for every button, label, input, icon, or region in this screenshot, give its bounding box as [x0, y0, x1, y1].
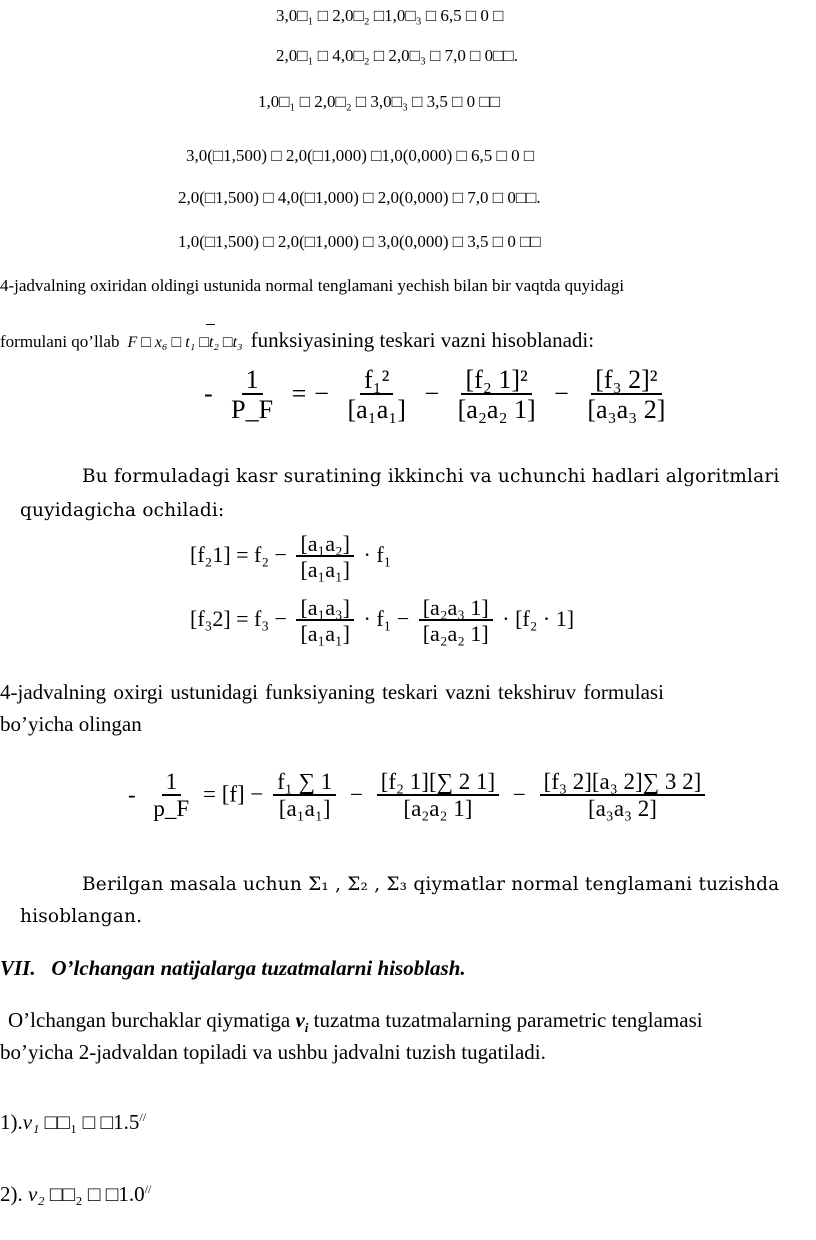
equation-4: 3,0(□1,500) □ 2,0(□1,000) □1,0(0,000) □ 6,5 □ 0 □	[186, 146, 535, 165]
paragraph-3-text-a: O’lchangan burchaklar qiymatiga	[8, 1008, 291, 1032]
formula-inverse-weight: - $\frac{1}{P\_F}$ = − $\frac{\text{f₁²}}{\text{[a₁a₁]}}$ − $\frac{\text{[f₂ 1]²}}{\text{[a₂a₂ 1]}}$ − $\frac{\text{[f₃ 2]²}}{\text{[a₃a₃ 2]}}$	[200, 366, 673, 425]
paragraph-3-var-v: v	[295, 1008, 305, 1032]
equation-5: 2,0(□1,500) □ 4,0(□1,000) □ 2,0(0,000) □ 7,0 □ 0□□.	[178, 188, 541, 207]
fraction-check-lhs: $\frac{1}{p\_F}$	[153, 769, 190, 822]
equation-6: 1,0(□1,500) □ 2,0(□1,000) □ 3,0(0,000) □ 3,5 □ 0 □□	[178, 232, 541, 251]
paragraph-3-line-2: bo’yicha 2-jadvaldan topiladi va ushbu jadvalni tuzish tugatiladi.	[0, 1040, 546, 1064]
list-item-1-sup: //	[139, 1110, 147, 1124]
paragraph-1-line-1: 4-jadvalning oxiridan oldingi ustunida normal tenglamani yechish bilan bir vaqtda quyidagi	[0, 276, 625, 295]
fraction-f2: $\frac{\text{[a₁a₂]}}{\text{[a₁a₁]}}$	[296, 532, 354, 582]
fraction-check-term-2: $\frac{\text{[f₂ 1][∑ 2 1]}}{\text{[a₂a₂ 1]}}$	[377, 770, 499, 823]
list-item-2	[0, 1182, 151, 1207]
formula-check-inverse-weight: - $\frac{1}{p\_F}$ = [f] − $\frac{\text{f₁ ∑ 1}}{\text{[a₁a₁]}}$ − $\frac{\text{[f₂ 1][∑ 2 1]}}{\text{[a₂a₂ 1]}}$ − $\frac{\text{[f₃ 2][a₃ 2]∑ 3 2]}}{\text{[a₃a₃ 2]}}$	[124, 770, 709, 823]
equation-3: 1,0□₁ □ 2,0□₂ □ 3,0□₃ □ 3,5 □ 0 □□	[258, 92, 500, 111]
paragraph-3-var-i: i	[304, 1020, 309, 1036]
paragraph-2-line-2: bo’yicha olingan	[0, 712, 142, 736]
fraction-term-2: $\frac{\text{[f₂ 1]²}}{\text{[a₂a₂ 1]}}$	[457, 365, 536, 425]
formula-f3-2: [f₃2] = f₃ − $\frac{\text{[a₁a₃]}}{\text{[a₁a₁]}}$ · f₁ − $\frac{\text{[a₂a₃ 1]}}{\text{[a₂a₂ 1]}}$ · [f₂ · 1]	[190, 595, 575, 647]
list-item-2-var: v₂	[28, 1182, 45, 1206]
section-heading: VII. O’lchangan natijalarga tuzatmalarni hisoblash.	[0, 956, 466, 980]
equation-1: 3,0□₁ □ 2,0□₂ □1,0□₃ □ 6,5 □ 0 □	[276, 6, 504, 25]
paragraph-3-line-1	[8, 1008, 703, 1037]
list-item-1-rest: □□₁ □ □1.5	[44, 1110, 140, 1134]
fraction-check-term-3: $\frac{\text{[f₃ 2][a₃ 2]∑ 3 2]}}{\text{[a₃a₃ 2]}}$	[540, 770, 706, 823]
fraction-f3-a: $\frac{\text{[a₁a₃]}}{\text{[a₁a₁]}}$	[296, 596, 354, 646]
fraction-f3-b: $\frac{\text{[a₂a₃ 1]}}{\text{[a₂a₂ 1]}}$	[419, 596, 493, 646]
paragraph-3-text-b: tuzatma tuzatmalarning parametric tenglamasi	[313, 1008, 703, 1032]
list-item-1-label: 1).	[0, 1110, 23, 1134]
paragraph-1-suffix: funksiyasining teskari vazni hisoblanadi:	[250, 328, 595, 352]
formula-f2-1: [f₂1] = f₂ − $\frac{\text{[a₁a₂]}}{\text{[a₁a₁]}}$ · f₁	[190, 531, 392, 583]
fraction-term-3: $\frac{\text{[f₃ 2]²}}{\text{[a₃a₃ 2]}}$	[587, 365, 666, 425]
paragraph-1-inline-formula: F □ x₆ □ t₁ □t₂ □t₃	[127, 334, 243, 351]
paragraph-2-line-1: 4-jadvalning oxirgi ustunidagi funksiyaning teskari vazni tekshiruv formulasi	[0, 680, 664, 704]
paragraph-1-prefix: formulani qo’llab	[0, 332, 120, 351]
list-item-1-var: v₁	[22, 1110, 40, 1134]
list-item-2-label: 2).	[0, 1182, 23, 1206]
list-item-1	[0, 1110, 146, 1135]
fraction-check-term-1: $\frac{\text{f₁ ∑ 1}}{\text{[a₁a₁]}}$	[273, 770, 336, 823]
list-item-2-sup: //	[144, 1182, 152, 1196]
scan-text-1-line-1: Bu formuladagi kasr suratining ikkinchi va uchunchi hadlari algoritmlari	[82, 466, 780, 487]
list-item-2-rest: □□₂ □ □1.0	[49, 1182, 145, 1206]
equation-2: 2,0□₁ □ 4,0□₂ □ 2,0□₃ □ 7,0 □ 0□□.	[276, 46, 518, 65]
fraction-term-1: $\frac{\text{f₁²}}{\text{[a₁a₁]}}$	[347, 365, 406, 425]
overline-mark	[206, 324, 215, 325]
scan-text-2-line-1: Berilgan masala uchun Σ₁ , Σ₂ , Σ₃ qiymatlar normal tenglamani tuzishda	[82, 874, 780, 895]
scan-text-2-line-2: hisoblangan.	[20, 906, 143, 927]
paragraph-1-line-2	[0, 328, 594, 353]
scan-text-1-line-2: quyidagicha ochiladi:	[20, 500, 225, 521]
fraction-lhs: $\frac{1}{P\_F}$	[231, 365, 274, 425]
